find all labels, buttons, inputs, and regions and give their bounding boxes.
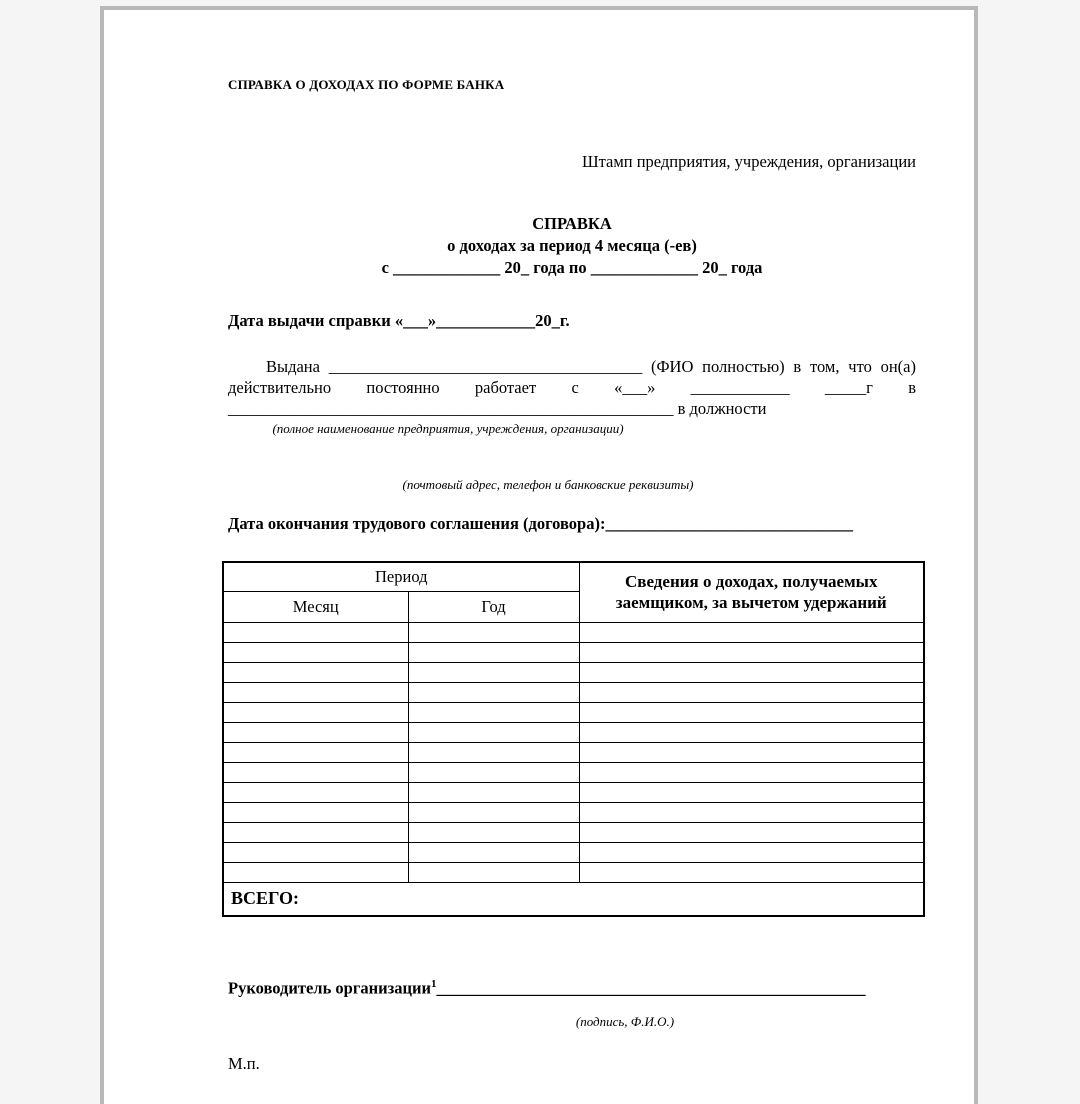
table-empty-row: [223, 842, 924, 862]
table-header-income-info: Сведения о доходах, получаемых заемщиком, за вычетом удержаний: [579, 562, 924, 622]
body-paragraph: [228, 356, 916, 419]
table-empty-cell: [579, 722, 924, 742]
table-total-label: ВСЕГО:: [223, 882, 924, 916]
table-empty-cell: [223, 682, 408, 702]
table-empty-cell: [408, 762, 579, 782]
table-empty-row: [223, 682, 924, 702]
contract-end-date-line: Дата окончания трудового соглашения (договора):______________________________: [228, 514, 853, 533]
table-empty-cell: [223, 782, 408, 802]
document-title: [228, 213, 916, 279]
table-empty-cell: [223, 622, 408, 642]
table-empty-cell: [579, 662, 924, 682]
table-empty-cell: [408, 622, 579, 642]
head-of-organization-blank: ____________________________________________________: [436, 978, 866, 998]
table-empty-cell: [408, 702, 579, 722]
table-empty-cell: [579, 702, 924, 722]
table-empty-row: [223, 622, 924, 642]
table-empty-row: [223, 862, 924, 882]
form-type-label: СПРАВКА О ДОХОДАХ ПО ФОРМЕ БАНКА: [228, 77, 505, 92]
table-empty-cell: [579, 682, 924, 702]
income-table-footer: [223, 882, 924, 916]
table-empty-cell: [223, 762, 408, 782]
table-empty-cell: [579, 822, 924, 842]
table-empty-cell: [223, 662, 408, 682]
table-empty-row: [223, 722, 924, 742]
table-header-year: Год: [408, 591, 579, 622]
table-empty-cell: [408, 682, 579, 702]
table-empty-row: [223, 642, 924, 662]
head-of-organization-label: Руководитель организации: [228, 978, 432, 998]
table-empty-cell: [223, 802, 408, 822]
table-empty-row: [223, 662, 924, 682]
title-line-period: о доходах за период 4 месяца (-ев): [447, 236, 697, 255]
table-empty-cell: [223, 842, 408, 862]
table-empty-row: [223, 802, 924, 822]
paragraph-line-2: действительно постоянно работает с «___» ____________ _____г в: [228, 378, 916, 397]
table-empty-cell: [408, 782, 579, 802]
table-total-row: [223, 882, 924, 916]
company-name-caption: (полное наименование предприятия, учреждения, организации): [272, 421, 624, 436]
table-empty-cell: [223, 642, 408, 662]
income-table: [222, 561, 925, 917]
table-empty-cell: [408, 642, 579, 662]
table-empty-cell: [579, 642, 924, 662]
table-empty-cell: [579, 802, 924, 822]
place-of-seal-abbr: М.п.: [228, 1053, 260, 1073]
table-empty-cell: [223, 722, 408, 742]
title-line-main: СПРАВКА: [532, 214, 612, 233]
table-empty-cell: [223, 862, 408, 882]
table-empty-cell: [408, 842, 579, 862]
table-header-period: Период: [223, 562, 579, 591]
paragraph-line-1: Выдана ______________________________________ (ФИО полностью) в том, что он(а): [266, 357, 916, 376]
table-header-row-1: [223, 562, 924, 591]
table-empty-cell: [579, 862, 924, 882]
table-empty-cell: [408, 802, 579, 822]
table-empty-cell: [223, 742, 408, 762]
table-empty-cell: [223, 822, 408, 842]
table-empty-row: [223, 762, 924, 782]
table-empty-cell: [579, 742, 924, 762]
table-empty-row: [223, 782, 924, 802]
table-empty-cell: [408, 742, 579, 762]
head-of-organization-line: [228, 973, 916, 1000]
table-empty-cell: [408, 662, 579, 682]
title-line-dates: с _____________ 20_ года по _____________ 20_ года: [381, 258, 763, 277]
table-empty-cell: [579, 782, 924, 802]
table-empty-cell: [579, 622, 924, 642]
table-empty-row: [223, 822, 924, 842]
stamp-placeholder-line: Штамп предприятия, учреждения, организации: [581, 152, 916, 171]
table-empty-cell: [408, 822, 579, 842]
table-empty-cell: [579, 762, 924, 782]
footnote-marker: 1: [431, 978, 437, 990]
table-header-month: Месяц: [223, 591, 408, 622]
table-empty-cell: [408, 722, 579, 742]
table-empty-cell: [408, 862, 579, 882]
income-table-body: [223, 622, 924, 882]
signature-caption: (подпись, Ф.И.О.): [575, 1013, 675, 1029]
table-empty-row: [223, 742, 924, 762]
income-table-header: [223, 562, 924, 622]
table-empty-cell: [579, 842, 924, 862]
paragraph-line-3: ______________________________________________________ в должности: [228, 399, 767, 418]
table-empty-row: [223, 702, 924, 722]
document-page: [100, 6, 978, 1104]
table-empty-cell: [223, 702, 408, 722]
address-requisites-caption: (почтовый адрес, телефон и банковские реквизиты): [402, 477, 694, 492]
issue-date-line: Дата выдачи справки «___»____________20_г.: [228, 311, 570, 330]
